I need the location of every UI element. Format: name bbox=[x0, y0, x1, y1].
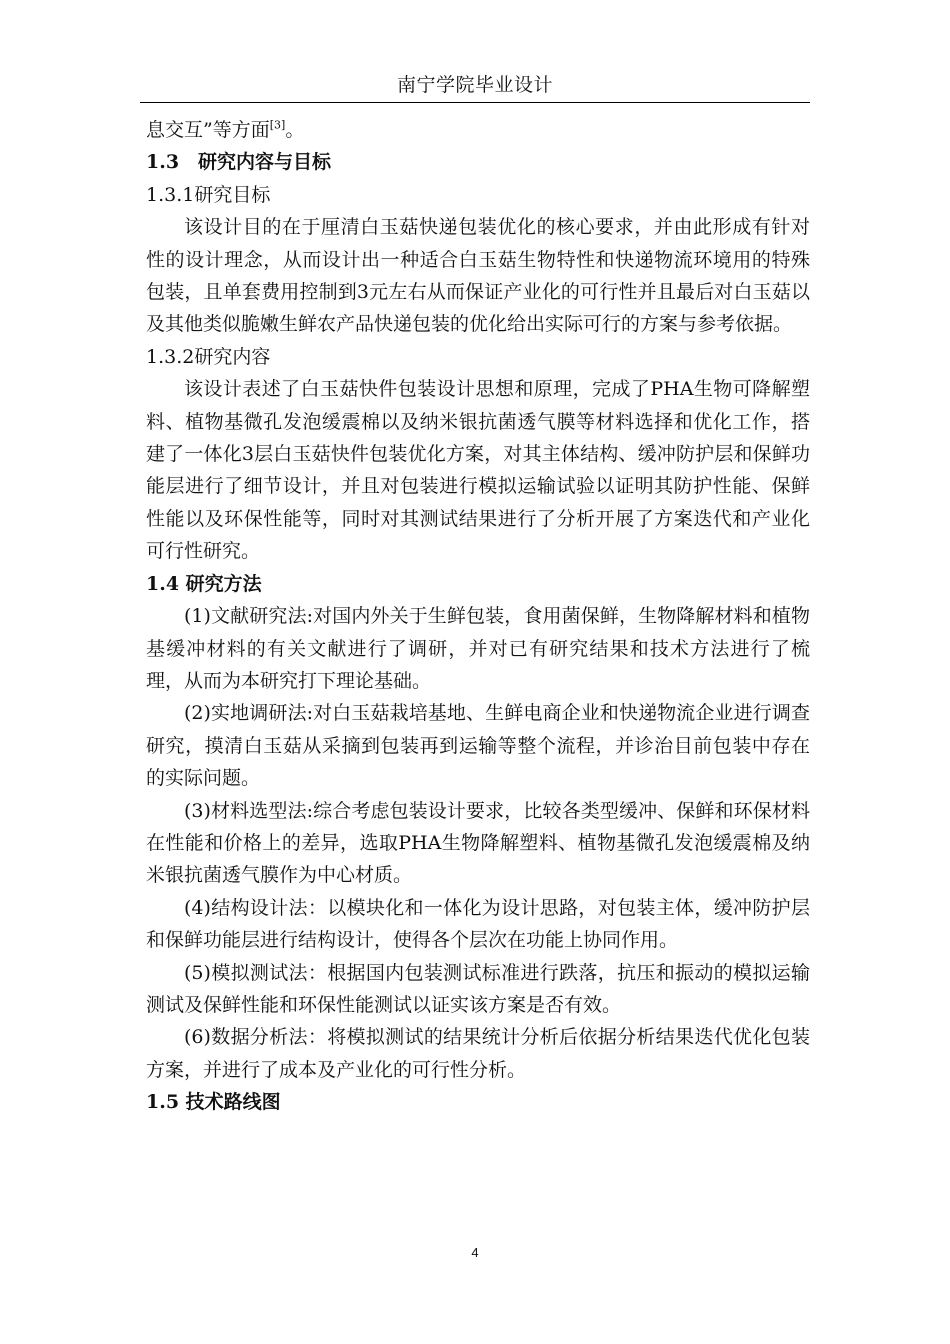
page-header-title: 南宁学院毕业设计 bbox=[396, 74, 553, 96]
method-paragraph-3: (3)材料选型法:综合考虑包装设计要求，比较各类型缓冲、保鲜和环保材料在性能和价格上的差异，选取PHA生物降解塑料、植物基微孔发泡缓震棉及纳米银抗菌透气膜作为中心材质。 bbox=[146, 799, 810, 887]
subsection-heading-1-3-2: 1.3.2研究内容 bbox=[146, 345, 271, 368]
header-divider bbox=[140, 102, 810, 103]
continuation-end: 。 bbox=[285, 119, 305, 141]
method-paragraph-6: (6)数据分析法：将模拟测试的结果统计分析后依据分析结果迭代优化包装方案，并进行了成本及产业化的可行性分析。 bbox=[146, 1026, 810, 1081]
subsection-heading-1-3-1: 1.3.1研究目标 bbox=[146, 183, 271, 206]
continuation-text: 息交互”等方面 bbox=[146, 119, 270, 141]
method-paragraph-4: (4)结构设计法：以模块化和一体化为设计思路，对包装主体，缓冲防护层和保鲜功能层进行结构设计，使得各个层次在功能上协同作用。 bbox=[146, 896, 810, 952]
section-heading-1-3: 1.3 研究内容与目标 bbox=[146, 151, 332, 174]
page-number: 4 bbox=[471, 1245, 479, 1260]
research-content-paragraph: 该设计表述了白玉菇快件包装设计思想和原理，完成了PHA生物可降解塑料、植物基微孔发泡缓震棉以及纳米银抗菌透气膜等材料选择和优化工作，搭建了一体化3层白玉菇快件包装优化方案，对其主体结构、缓冲防护层和保鲜功能层进行了细节设计，并且对包装进行模拟运输试验以证明其防护性能、保鲜性能以及环保性能等，同时对其测试结果进行了分析开展了方案迭代和产业化可行性研究。 bbox=[146, 378, 810, 563]
section-heading-1-4: 1.4 研究方法 bbox=[146, 572, 262, 595]
method-paragraph-5: (5)模拟测试法：根据国内包装测试标准进行跌落，抗压和振动的模拟运输测试及保鲜性能和环保性能测试以证实该方案是否有效。 bbox=[146, 961, 810, 1016]
method-paragraph-2: (2)实地调研法:对白玉菇栽培基地、生鲜电商企业和快递物流企业进行调查研究，摸清白玉菇从采摘到包装再到运输等整个流程，并诊治目前包装中存在的实际问题。 bbox=[146, 702, 810, 790]
research-goal-paragraph: 该设计目的在于厘清白玉菇快递包装优化的核心要求，并由此形成有针对性的设计理念，从而设计出一种适合白玉菇生物特性和快递物流环境用的特殊包装，且单套费用控制到3元左右从而保证产业化的可行性并且最后对白玉菇以及其他类似脆嫩生鲜农产品快递包装的优化给出实际可行的方案与参考依据。 bbox=[146, 216, 810, 336]
method-paragraph-1: (1)文献研究法:对国内外关于生鲜包装，食用菌保鲜，生物降解材料和植物基缓冲材料的有关文献进行了调研，并对已有研究结果和技术方法进行了梳理，从而为本研究打下理论基础。 bbox=[146, 605, 810, 692]
section-heading-1-5: 1.5 技术路线图 bbox=[146, 1091, 281, 1114]
citation-ref: [3] bbox=[269, 118, 286, 132]
continuation-paragraph bbox=[146, 114, 810, 146]
document-body bbox=[146, 114, 810, 1119]
